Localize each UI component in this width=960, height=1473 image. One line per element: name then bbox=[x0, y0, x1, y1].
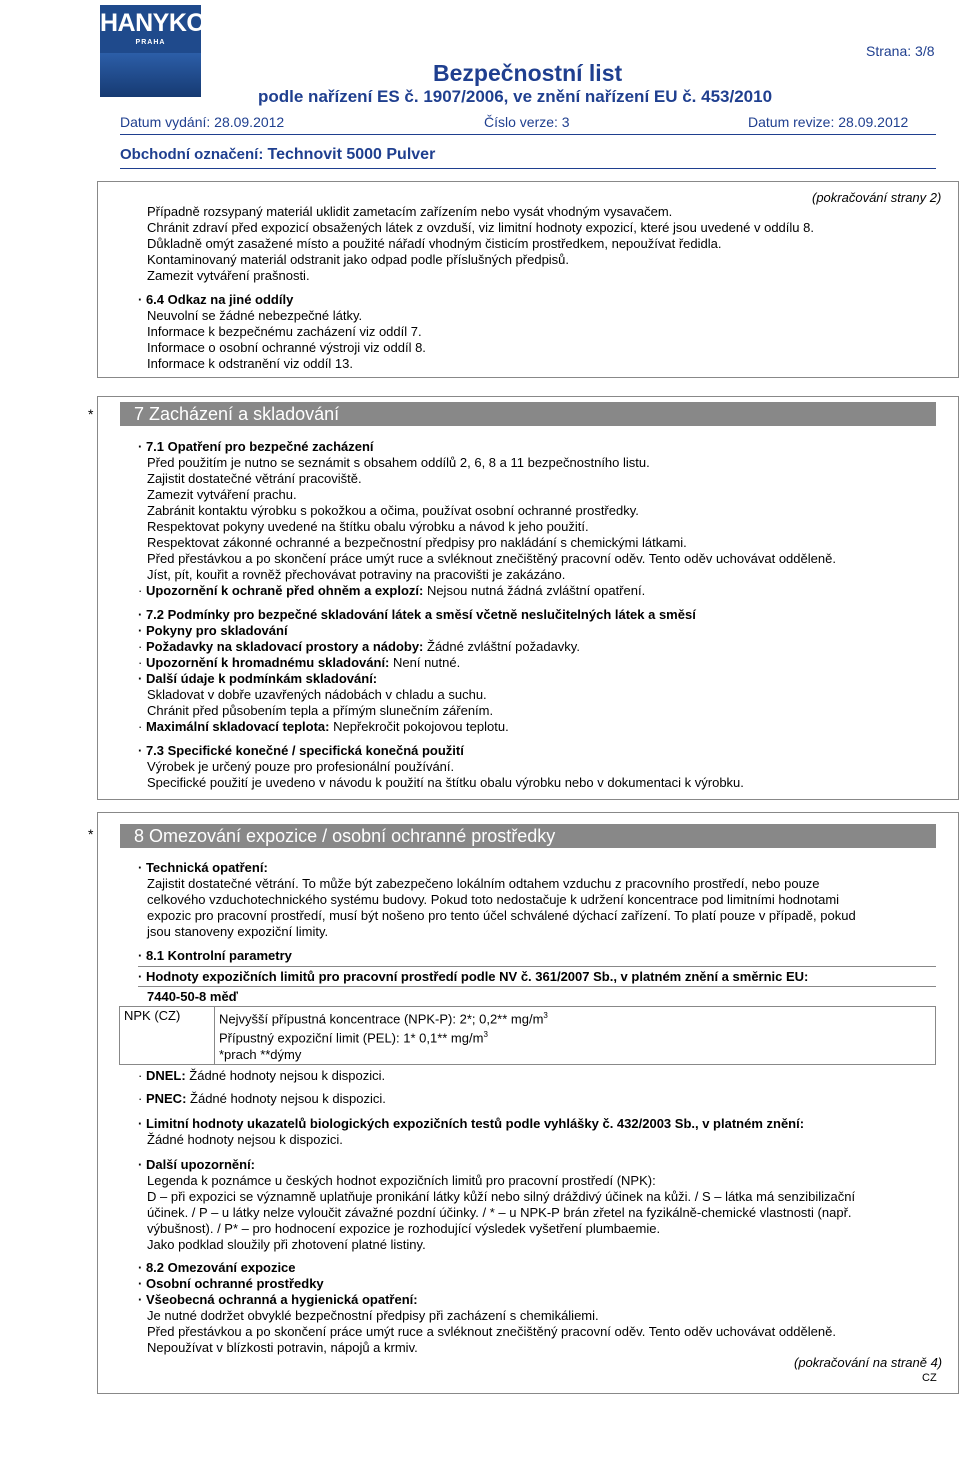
substance-name: 7440-50-8 měď bbox=[147, 989, 239, 1004]
technical-measures-label: · Technická opatření: bbox=[138, 860, 268, 875]
table-row bbox=[120, 1007, 936, 1065]
fire-protection-line: · Upozornění k ochraně před ohněm a explozí: Nejsou nutná žádná zvláštní opatření. bbox=[138, 583, 646, 598]
subsection-7-2-title: · 7.2 Podmínky pro bezpečné skladování látek a směsí včetně neslučitelných látek a směsí bbox=[138, 607, 696, 622]
body-line: D – při expozici se významně uplatňuje pronikání látky kůží nebo silný dráždivý účinek na kůži. / S – látka má senzibilizační bbox=[147, 1189, 856, 1204]
logo-name: HANYKO bbox=[100, 9, 206, 37]
table-cell-values bbox=[215, 1007, 936, 1065]
revision-star: * bbox=[88, 406, 94, 422]
body-line: účinek. / P – u látky nelze vyloučit závažné pozdní účinky. / * – u NPK-P brán zřetel na fyzikálně-chemické vlastnosti (např. bbox=[147, 1205, 852, 1220]
revision-star: * bbox=[88, 826, 94, 842]
limit-note: *prach **dýmy bbox=[219, 1046, 302, 1062]
body-line: výbušnost). / P* – pro hodnocení expozice je rozhodující výsledek vyšetření plumbaemie. bbox=[147, 1221, 661, 1236]
body-line: celkového vzduchotechnického systému budovy. Pokud toto nedostačuje k udržení koncentrace pod limitními hodnotami bbox=[147, 892, 840, 907]
body-line: Výrobek je určený pouze pro profesionální používání. bbox=[147, 759, 455, 774]
body-line: Před přestávkou a po skončení práce umýt ruce a svléknout znečištěný pracovní oděv. Tento oděv uchovávat odděleně. bbox=[147, 1324, 836, 1339]
subsection-8-2-title: · 8.2 Omezování expozice bbox=[138, 1260, 296, 1275]
body-line: Před přestávkou a po skončení práce umýt ruce a svléknout znečištěný pracovní oděv. Tento oděv uchovávat odděleně. bbox=[147, 551, 836, 566]
subsection-7-1-title: · 7.1 Opatření pro bezpečné zacházení bbox=[138, 439, 374, 454]
logo-graphic bbox=[100, 53, 201, 97]
body-line: Zajistit dostatečné větrání. To může být zabezpečeno lokálním odtahem vzduchu z pracovního prostředí, nebo pouze bbox=[147, 876, 820, 891]
body-line: Neuvolní se žádné nebezpečné látky. bbox=[147, 308, 363, 323]
continued-note: (pokračování na straně 4) bbox=[794, 1355, 943, 1370]
body-line: Zabránit kontaktu výrobku s pokožkou a očima, používat osobní ochranné prostředky. bbox=[147, 503, 639, 518]
biological-limits-label: · Limitní hodnoty ukazatelů biologických expozičních testů podle vyhlášky č. 432/2003 Sb., v platném znění: bbox=[138, 1116, 805, 1131]
storage-instructions: · Pokyny pro skladování bbox=[138, 623, 288, 638]
storage-requirements: · Požadavky na skladovací prostory a nádoby: Žádné zvláštní požadavky. bbox=[138, 639, 580, 654]
body-line: Skladovat v dobře uzavřených nádobách v chladu a suchu. bbox=[147, 687, 487, 702]
document-title: Bezpečnostní list bbox=[433, 60, 623, 86]
limit-npk: Nejvyšší přípustná koncentrace (NPK-P): 2*; 0,2** $mg/m^3$ bbox=[219, 1011, 548, 1027]
body-line: Kontaminovaný materiál odstranit jako odpad podle příslušných předpisů. bbox=[147, 252, 570, 267]
revision-date: Datum revize: 28.09.2012 bbox=[748, 114, 909, 130]
body-line: Nepoužívat v blízkosti potravin, nápojů a krmiv. bbox=[147, 1340, 418, 1355]
body-line: Jako podklad sloužily při zhotovení platné listiny. bbox=[147, 1237, 426, 1252]
body-line: Jíst, pít, kouřit a rovněž přechovávat potraviny na pracovišti je zakázáno. bbox=[147, 567, 566, 582]
limit-pel: Přípustný expoziční limit (PEL): 1* 0,1** $mg/m^3$ bbox=[219, 1030, 488, 1046]
body-line: Chránit zdraví před expozicí obsažených látek z ovzduší, viz limitní hodnoty expozicí, které jsou uvedené v oddílu 8. bbox=[147, 220, 814, 235]
header-divider-2 bbox=[120, 168, 936, 169]
exposure-limits-table bbox=[119, 1006, 936, 1065]
divider bbox=[138, 966, 936, 967]
body-line: Zamezit vytváření prachu. bbox=[147, 487, 297, 502]
document-subtitle: podle nařízení ES č. 1907/2006, ve znění nařízení EU č. 453/2010 bbox=[258, 87, 773, 106]
joint-storage: · Upozornění k hromadnému skladování: Není nutné. bbox=[138, 655, 461, 670]
body-line: Informace k bezpečnému zacházení viz oddíl 7. bbox=[147, 324, 422, 339]
body-line: Chránit před působením tepla a přímým slunečním zářením. bbox=[147, 703, 494, 718]
further-notes-label: · Další upozornění: bbox=[138, 1157, 256, 1172]
body-line: Zamezit vytváření prašnosti. bbox=[147, 268, 310, 283]
logo-sub: PRAHA bbox=[135, 39, 166, 46]
body-line: Případně rozsypaný materiál uklidit zametacím zařízením nebo vysát vhodným vysavačem. bbox=[147, 204, 673, 219]
divider bbox=[138, 986, 936, 987]
max-storage-temp: · Maximální skladovací teplota: Nepřekročit pokojovou teplotu. bbox=[138, 719, 509, 734]
header-divider bbox=[120, 134, 936, 135]
pnec-line: · PNEC: Žádné hodnoty nejsou k dispozici. bbox=[138, 1091, 386, 1106]
body-line: Žádné hodnoty nejsou k dispozici. bbox=[147, 1132, 343, 1147]
subsection-8-1-title: · 8.1 Kontrolní parametry bbox=[138, 948, 292, 963]
body-line: Informace o osobní ochranné výstroji viz oddíl 8. bbox=[147, 340, 426, 355]
section8-heading: 8 Omezování expozice / osobní ochranné prostředky bbox=[120, 824, 936, 848]
exposure-limits-label: · Hodnoty expozičních limitů pro pracovní prostředí podle NV č. 361/2007 Sb., v platném znění a směrnic EU: bbox=[138, 969, 809, 984]
language-code: CZ bbox=[922, 1372, 937, 1384]
company-logo bbox=[100, 5, 206, 97]
body-line: Informace k odstranění viz oddíl 13. bbox=[147, 356, 353, 371]
continuation-note: (pokračování strany 2) bbox=[812, 190, 942, 205]
ppe-label: · Osobní ochranné prostředky bbox=[138, 1276, 324, 1291]
body-line: Respektovat pokyny uvedené na štítku obalu výrobku a návod k jeho použití. bbox=[147, 519, 589, 534]
body-line: expozic pro pracovní prostředí, musí být nošeno pro tento účel schválené dýchací zařízení. To platí pouze v případě, pokud bbox=[147, 908, 856, 923]
body-line: Respektovat zákonné ochranné a bezpečnostní předpisy pro nakládání s chemickými látkami. bbox=[147, 535, 687, 550]
body-line: Před použitím je nutno se seznámit s obsahem oddílů 2, 6, 8 a 11 bezpečnostního listu. bbox=[147, 455, 650, 470]
subsection-7-3-title: · 7.3 Specifické konečné / specifická konečná použití bbox=[138, 743, 464, 758]
dnel-line: · DNEL: Žádné hodnoty nejsou k dispozici. bbox=[138, 1068, 386, 1083]
subsection-6-4-title: · 6.4 Odkaz na jiné oddíly bbox=[138, 292, 294, 307]
version-number: Číslo verze: 3 bbox=[484, 114, 570, 130]
table-cell-key: NPK (CZ) bbox=[120, 1007, 215, 1065]
body-line: Zajistit dostatečné větrání pracoviště. bbox=[147, 471, 362, 486]
body-line: Je nutné dodržet obvyklé bezpečnostní předpisy při zacházení s chemikáliemi. bbox=[147, 1308, 599, 1323]
section7-heading: 7 Zacházení a skladování bbox=[120, 402, 936, 426]
trade-value: Technovit 5000 Pulver bbox=[267, 146, 436, 163]
page-number: Strana: 3/8 bbox=[866, 43, 935, 59]
body-line: Důkladně omýt zasažené místo a použité nářadí vhodným čisticím prostředkem, nepoužívat ředidla. bbox=[147, 236, 722, 251]
body-line: Specifické použití je uvedeno v návodu k použití na štítku obalu výrobku nebo v dokumentaci k výrobku. bbox=[147, 775, 744, 790]
trade-name bbox=[120, 146, 435, 164]
further-storage-label: · Další údaje k podmínkám skladování: bbox=[138, 671, 378, 686]
hygiene-label: · Všeobecná ochranná a hygienická opatření: bbox=[138, 1292, 418, 1307]
trade-label: Obchodní označení: bbox=[120, 146, 264, 163]
body-line: jsou stanoveny expoziční limity. bbox=[147, 924, 329, 939]
issue-date: Datum vydání: 28.09.2012 bbox=[120, 114, 285, 130]
body-line: Legenda k poznámce u českých hodnot expozičních limitů pro pracovní prostředí (NPK): bbox=[147, 1173, 656, 1188]
